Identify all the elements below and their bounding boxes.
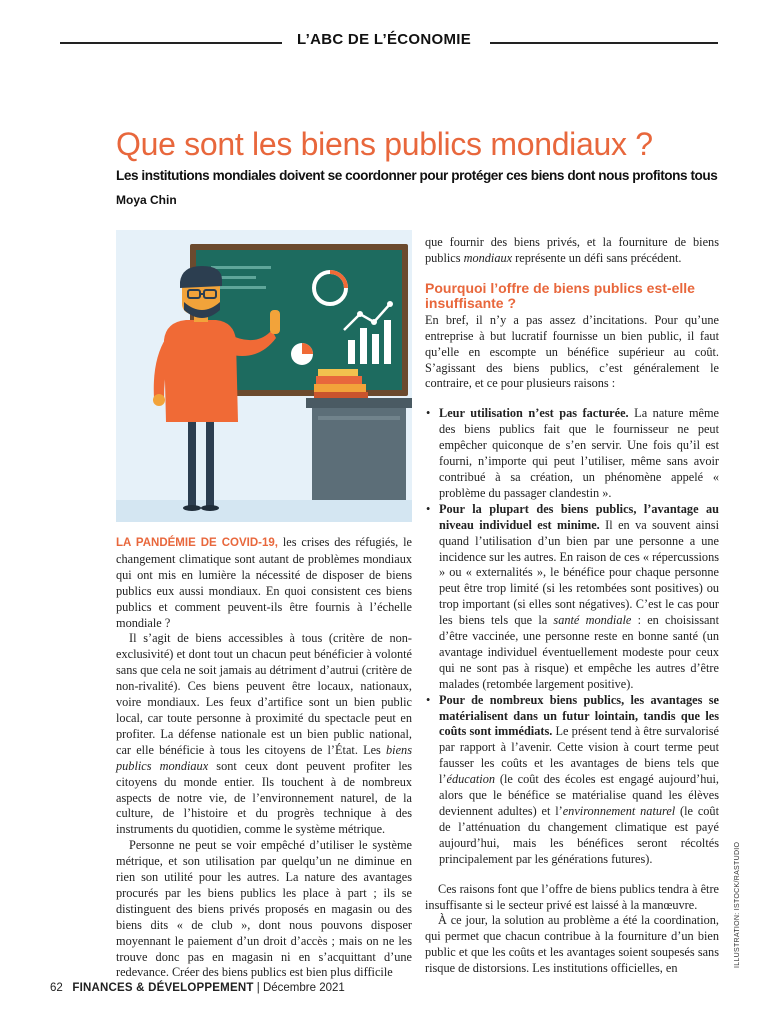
article-title: Que sont les biens publics mondiaux ?: [116, 126, 653, 162]
list-item: [425, 502, 719, 693]
list-item: [425, 693, 719, 868]
continuation-text-a: que fournir des biens privés, et la fourniture de biens publics: [425, 235, 719, 265]
list-item-text: (le coût des écoles est engagé aujourd’hui, alors que le bénéfice se matérialise quand les élèves deviennent adultes) et l’: [439, 772, 719, 818]
intro-paragraph: En bref, il n’y a pas assez d’incitations. Pour qu’une entreprise à but lucratif fournisse un bien public, il faut qu’elle en escompte un bénéfice supérieur au coût. S’agissant des biens publics, c’est généralement le contraire, et ce pour plusieurs raisons :: [425, 312, 719, 391]
footer-separator: |: [256, 982, 260, 994]
list-item-emphasis: santé mondiale: [553, 613, 632, 628]
continuation-emphasis: mondiaux: [463, 250, 513, 265]
article-subtitle: Les institutions mondiales doivent se coordonner pour protéger ces biens dont nous profitons tous: [116, 168, 718, 183]
right-column: [425, 235, 719, 977]
paragraph-2: [116, 631, 412, 838]
teacher-chalkboard-image: [116, 230, 412, 522]
page-footer: [50, 982, 345, 994]
teacher-illustration: [116, 230, 412, 522]
header-rule-right: [490, 42, 718, 44]
list-item-text: (le coût de l’atténuation du changement climatique est payé aujourd’hui, mais les bénéfices seront récoltés principalement par les générations futures).: [439, 804, 719, 866]
list-item-heading: Leur utilisation n’est pas facturée.: [439, 406, 629, 421]
section-label: L’ABC DE L’ÉCONOMIE: [296, 31, 472, 48]
reasons-list: [425, 406, 719, 867]
paragraph-2-emphasis: biens publics mondiaux: [116, 742, 412, 773]
list-item-text: Il en va souvent ainsi quand l’utilisation d’un bien par une personne a une incidence sur les autres. En raison de ces « répercussions » ou « externalités », le bénéfice pour chaque personne peut être trop limité (si les retombées sont positives) ou trop important (si elles sont négatives). C’est le cas pour les biens tels que la: [439, 517, 720, 628]
issue-date: Décembre 2021: [262, 982, 345, 994]
paragraph-after-list: Ces raisons font que l’offre de biens publics tendra à être insuffisante si le secteur privé est laissé à la manœuvre.: [425, 881, 719, 912]
list-item: [425, 406, 719, 501]
paragraph-1: [116, 535, 412, 631]
section-heading: Pourquoi l’offre de biens publics est-elle insuffisante ?: [425, 279, 695, 311]
list-item-text: Le présent tend à être survalorisé par rapport à l’avenir. Cette vision à court terme peut fausser les coûts et les avantages de biens tels que l’: [439, 724, 719, 787]
bullet-icon: •: [426, 692, 431, 707]
illustration-credit: ILLUSTRATION: ISTOCK/RASTUDIO: [734, 841, 741, 968]
paragraph-1-text: les crises des réfugiés, le changement climatique sont autant de problèmes mondiaux qui ont mis en lumière la nécessité de disposer de biens publics eux aussi mondiaux. En quoi consistent ces biens publics et comment peuvent-ils être fournis à l’échelle mondiale ?: [116, 535, 412, 630]
paragraph-2-text-a: Il s’agit de biens accessibles à tous (critère de non-exclusivité) et dont tout un chacun peut bénéficier à volonté sans que cela ne soit jamais au détriment d’autrui (critère de non-rivalité). Ces biens peuvent être locaux, nationaux, voire mondiaux. Les feux d’artifice sont un bien public local, car toute personne à proximité du spectacle peut en profiter. La défense nationale est un bien public national, car elle bénéficie à tous les citoyens de l’État. Les: [116, 631, 412, 757]
continuation-text-b: représente un défi sans précédent.: [512, 250, 682, 265]
publication-name: FINANCES & DÉVELOPPEMENT: [72, 982, 254, 994]
page-number: 62: [50, 982, 63, 994]
paragraph-last: À ce jour, la solution au problème a été la coordination, qui permet que chacun contribue à la fourniture d’un bien public et que les coûts et les avantages soient soupesés sans risque de distorsions. Les institutions officielles, en: [425, 913, 719, 976]
list-item-emphasis: éducation: [446, 772, 496, 787]
paragraph-3: Personne ne peut se voir empêché d’utiliser le système métrique, et son utilisation par quelqu’un ne diminue en rien son utilité pour les autres. La nature des avantages procurés par les biens publics les place à part ; ils se distinguent des biens privés proposés en magasin ou des biens dits « de club », dont nous pouvons disposer moyennant le paiement d’un droit d’accès ; mais on ne les trouve donc pas en magasin ni en s’acquittant d’une redevance. Créer des biens publics est bien plus difficile: [116, 838, 412, 980]
lead-caps: LA PANDÉMIE DE COVID-19,: [116, 537, 278, 549]
bullet-icon: •: [426, 501, 431, 516]
list-item-heading: Pour de nombreux biens publics, les avantages se matérialisent dans un futur lointain, tandis que les coûts sont immédiats.: [439, 692, 719, 739]
list-item-text: La nature même des biens publics fait que le fournisseur ne peut empêcher quiconque de s’en servir. Une fois qu’il est fourni, n’importe qui peut l’utiliser, même sans avoir contribué à sa création, un phénomène appelé « problème du passager clandestin ».: [439, 406, 719, 500]
article-author: Moya Chin: [116, 193, 177, 207]
bullet-icon: •: [426, 406, 431, 421]
paragraph-2-text-b: sont ceux dont peuvent profiter les citoyens du monde entier. Ils touchent à de nombreux aspects de notre vie, de l’environnement naturel, de la culture, de l’histoire et du progrès technique à des instruments du quotidien, comme le système métrique.: [116, 758, 412, 837]
continuation-paragraph: [425, 235, 719, 267]
list-item-text: : en choisissant d’être vaccinée, une personne reste en bonne santé (un avantage individuel éventuellement modeste pour ceux qui ne sont pas à risque) et empêche les autres d’être malades (retombée largement positive).: [439, 613, 719, 691]
left-column: [116, 535, 412, 981]
list-item-emphasis: environnement naturel: [562, 804, 676, 818]
list-item-heading: Pour la plupart des biens publics, l’avantage au niveau individuel est minime.: [439, 501, 719, 532]
